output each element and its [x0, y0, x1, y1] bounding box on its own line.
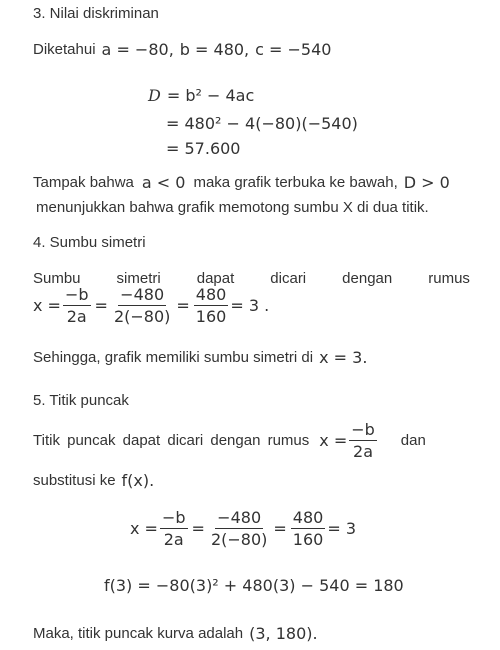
- conclusion-value: (3, 180).: [249, 624, 318, 643]
- denominator: 2(−80): [113, 307, 171, 326]
- s5-calc-formula: x = $\frac{-b}{2a}$ = $\frac{-480}{2(-80)}$ = $\frac{480}{160}$ = 3: [130, 508, 356, 549]
- given-prefix: Diketahui: [33, 41, 96, 58]
- section-4-heading: 4. Sumbu simetri: [33, 234, 146, 251]
- f-evaluation-line: f(3) = −80(3)² + 480(3) − 540 = 180: [104, 576, 404, 595]
- numerator: 480: [195, 285, 227, 304]
- numerator: 480: [292, 508, 324, 527]
- intro-suffix: dan: [400, 432, 426, 449]
- s4-formula: x = $\frac{-b}{2a}$ = $\frac{-480}{2(-80)}$ = $\frac{480}{160}$ = 3 .: [33, 285, 270, 326]
- intro-word: rumus: [428, 270, 470, 287]
- fraction-simplified: [194, 285, 229, 326]
- denominator: 2a: [66, 307, 87, 326]
- denominator: 2a: [353, 442, 373, 461]
- numerator: −b: [351, 420, 375, 439]
- formula-result: = 3 .: [230, 296, 270, 315]
- intro-word: Sumbu: [33, 270, 81, 287]
- s3-conclusion-line-2: menunjukkan bahwa grafik memotong sumbu X di dua titik.: [36, 199, 429, 216]
- denominator: 160: [292, 530, 324, 549]
- given-values-line: [33, 40, 331, 59]
- denominator: 2a: [163, 530, 184, 549]
- given-a: a = −80,: [101, 40, 174, 59]
- discriminant-step-3: = 57.600: [166, 139, 241, 158]
- conclusion-d-gt-0: D > 0: [403, 173, 450, 192]
- formula-lhs: x =: [33, 296, 61, 315]
- discriminant-line-1: D = b² − 4ac: [148, 86, 255, 105]
- calc-fraction-substituted: [209, 508, 269, 549]
- s5-conclusion: [33, 624, 318, 643]
- intro-word: dengan: [342, 270, 393, 287]
- s5-intro-line-2: [33, 471, 154, 490]
- calc-result: = 3: [327, 519, 356, 538]
- calc-fraction-simplified: [291, 508, 326, 549]
- intro-formula-lhs: x =: [319, 431, 348, 450]
- s4-conclusion: [33, 348, 367, 367]
- conclusion-value: x = 3.: [319, 348, 368, 367]
- intro-line2-text: substitusi ke: [33, 472, 116, 489]
- fraction-substituted: [112, 285, 172, 326]
- calc-lhs: x =: [130, 519, 158, 538]
- intro-word: dicari: [270, 270, 307, 287]
- numerator: −b: [64, 285, 89, 304]
- conclusion-text: Maka, titik puncak kurva adalah: [33, 625, 244, 642]
- section-3-heading: 3. Nilai diskriminan: [33, 5, 159, 22]
- conclusion-text-a: Tampak bahwa: [33, 174, 134, 191]
- intro-word: dapat: [196, 270, 235, 287]
- intro-text: Titik puncak dapat dicari dengan rumus: [33, 432, 310, 449]
- fraction-general: [63, 285, 91, 326]
- denominator: 160: [195, 307, 227, 326]
- intro-fraction: [349, 420, 377, 461]
- denominator: 2(−80): [210, 530, 268, 549]
- numerator: −480: [217, 508, 262, 527]
- numerator: −b: [161, 508, 186, 527]
- given-c: c = −540: [255, 40, 332, 59]
- conclusion-a-lt-0: a < 0: [141, 173, 186, 192]
- discriminant-step-1: = b² − 4ac: [166, 86, 255, 105]
- intro-word: simetri: [116, 270, 161, 287]
- conclusion-text: Sehingga, grafik memiliki sumbu simetri di: [33, 349, 314, 366]
- section-5-heading: 5. Titik puncak: [33, 392, 129, 409]
- s3-conclusion-line-1: [33, 173, 450, 192]
- given-b: b = 480,: [179, 40, 250, 59]
- discriminant-step-2: = 480² − 4(−80)(−540): [166, 114, 358, 133]
- numerator: −480: [120, 285, 165, 304]
- calc-fraction-general: [160, 508, 188, 549]
- conclusion-text-c: maka grafik terbuka ke bawah,: [193, 174, 398, 191]
- s5-intro-line-1: [33, 420, 426, 461]
- intro-line2-func: f(x).: [121, 471, 155, 490]
